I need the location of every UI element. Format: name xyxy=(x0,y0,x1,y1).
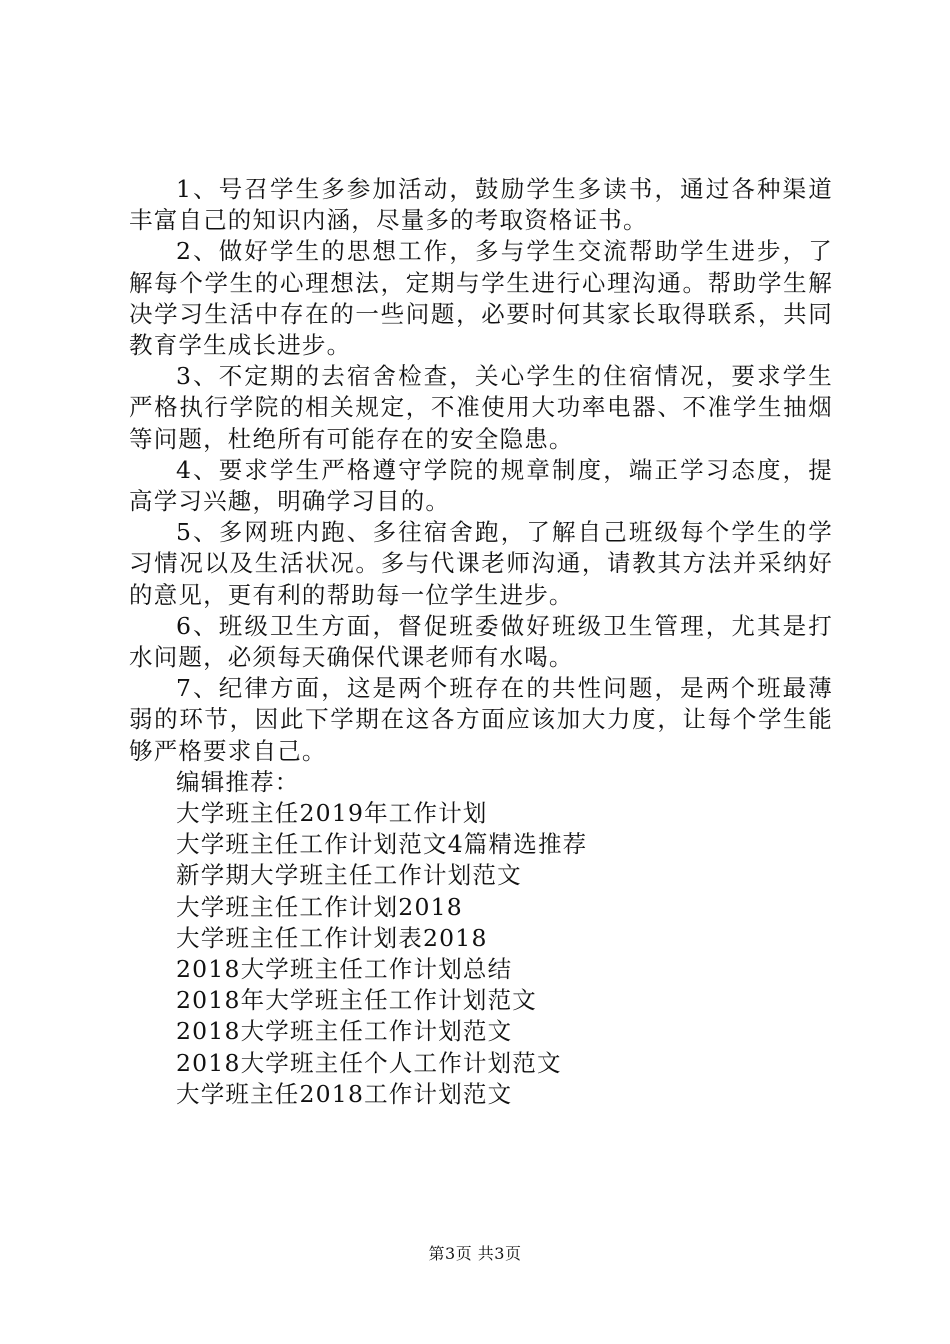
recommendation-item: 新学期大学班主任工作计划范文 xyxy=(176,861,522,890)
page-footer xyxy=(0,1244,950,1264)
paragraph-5: 5、多网班内跑、多往宿舍跑，了解自己班级每个学生的学习情况以及生活状况。多与代课老师沟通，请教其方法并采纳好的意见，更有利的帮助每一位学生进步。 xyxy=(129,518,833,609)
recommendation-item: 大学班主任工作计划2018 xyxy=(176,892,463,921)
recommendation-list xyxy=(129,798,833,1110)
page-indicator: 第3页 共3页 xyxy=(428,1244,522,1263)
recommendation-item: 2018大学班主任个人工作计划范文 xyxy=(176,1048,562,1077)
paragraph-7: 7、纪律方面，这是两个班存在的共性问题，是两个班最薄弱的环节，因此下学期在这各方面应该加大力度，让每个学生能够严格要求自己。 xyxy=(129,674,833,765)
recommendation-item: 大学班主任工作计划表2018 xyxy=(176,923,488,952)
recommendation-item: 2018大学班主任工作计划范文 xyxy=(176,1017,513,1046)
recommendation-item: 2018大学班主任工作计划总结 xyxy=(176,955,513,984)
paragraph-2: 2、做好学生的思想工作，多与学生交流帮助学生进步，了解每个学生的心理想法，定期与学生进行心理沟通。帮助学生解决学习生活中存在的一些问题，必要时何其家长取得联系，共同教育学生成长进步。 xyxy=(129,237,833,360)
paragraph-6: 6、班级卫生方面，督促班委做好班级卫生管理，尤其是打水问题，必须每天确保代课老师有水喝。 xyxy=(129,611,833,672)
recommend-heading: 编辑推荐： xyxy=(176,767,300,796)
recommendation-item: 大学班主任2018工作计划范文 xyxy=(176,1079,513,1108)
paragraph-4: 4、要求学生严格遵守学院的规章制度，端正学习态度，提高学习兴趣，明确学习目的。 xyxy=(129,455,833,516)
document-body xyxy=(129,174,833,1110)
paragraph-3: 3、不定期的去宿舍检查，关心学生的住宿情况，要求学生严格执行学院的相关规定，不准使用大功率电器、不准学生抽烟等问题，杜绝所有可能存在的安全隐患。 xyxy=(129,362,833,453)
recommendation-item: 大学班主任2019年工作计划 xyxy=(176,799,488,828)
paragraph-1: 1、号召学生多参加活动，鼓励学生多读书，通过各种渠道丰富自己的知识内涵，尽量多的考取资格证书。 xyxy=(129,175,833,235)
recommendation-item: 大学班主任工作计划范文4篇精选推荐 xyxy=(176,830,588,859)
recommendation-item: 2018年大学班主任工作计划范文 xyxy=(176,986,538,1015)
